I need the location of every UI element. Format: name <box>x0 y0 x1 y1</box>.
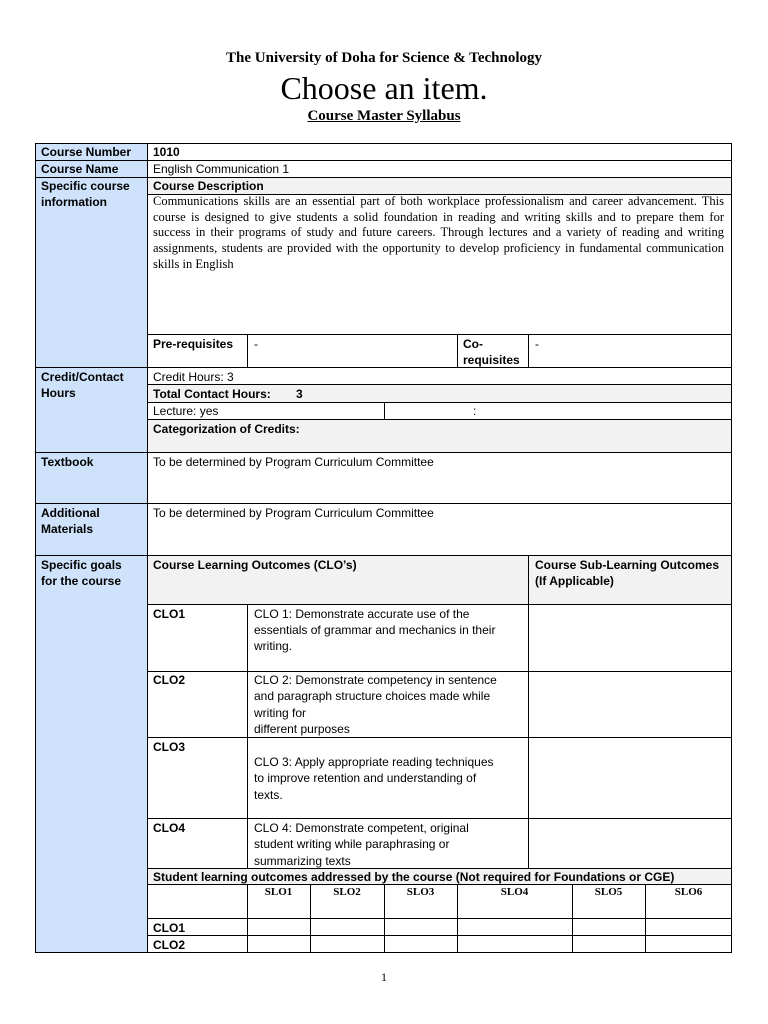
label-specific-goals: Specific goals <box>41 558 122 572</box>
label-course-name: Course Name <box>41 162 119 176</box>
slo-row-label: CLO2 <box>153 938 186 952</box>
total-contact-hours-value[interactable]: 3 <box>296 387 303 401</box>
lab-colon: : <box>473 404 477 418</box>
sub-outcomes-heading-2: (If Applicable) <box>535 574 614 588</box>
slo-table-heading: Student learning outcomes addressed by the course (Not required for Foundations or CGE) <box>153 870 675 884</box>
prerequisites-value[interactable]: - <box>254 337 258 351</box>
clo1-text-line[interactable]: essentials of grammar and mechanics in their <box>254 623 496 637</box>
course-description-heading: Course Description <box>153 179 264 193</box>
course-name-value[interactable]: English Communication 1 <box>153 162 290 176</box>
additional-materials-value[interactable]: To be determined by Program Curriculum Committee <box>153 506 434 520</box>
textbook-value[interactable]: To be determined by Program Curriculum Committee <box>153 455 434 469</box>
clo4-text-line[interactable]: CLO 4: Demonstrate competent, original <box>254 821 469 835</box>
slo-column-header: SLO5 <box>594 886 623 898</box>
clo2-id: CLO2 <box>153 673 186 687</box>
label-additional-materials-2: Materials <box>41 522 94 536</box>
clo4-text-line[interactable]: student writing while paraphrasing or <box>254 837 450 851</box>
clo-heading: Course Learning Outcomes (CLO’s) <box>153 558 357 572</box>
slo-column-header: SLO2 <box>333 886 361 898</box>
slo-column-header: SLO1 <box>264 886 293 898</box>
label-specific-course-info-2: information <box>41 195 107 209</box>
label-credit-contact: Credit/Contact <box>41 370 124 384</box>
clo1-text-line[interactable]: writing. <box>254 639 293 653</box>
university-name: The University of Doha for Science & Technology <box>226 50 542 66</box>
credit-hours[interactable]: Credit Hours: 3 <box>153 370 234 384</box>
document-subtitle: Course Master Syllabus <box>307 108 461 124</box>
clo2-text-line[interactable]: writing for <box>254 706 307 720</box>
slo-column-header: SLO3 <box>406 886 435 898</box>
clo3-text-line[interactable]: texts. <box>254 788 283 802</box>
choose-item-placeholder[interactable]: Choose an item. <box>280 70 488 106</box>
clo2-text-line[interactable]: and paragraph structure choices made while <box>254 689 491 703</box>
sub-outcomes-heading: Course Sub-Learning Outcomes <box>535 558 720 572</box>
label-textbook: Textbook <box>41 455 94 469</box>
course-description-text[interactable]: Communications skills are an essential part of both workplace professionalism and career advancement. This course is designed to give students a solid foundation in reading and writing skills and to prepare them for success in their programs of study and future careers. Through lectures and a variety of reading and writing assignments, students are provided with the opportunity to develop proficiency in fundamental communication skills in English <box>153 194 724 271</box>
clo2-text-line[interactable]: CLO 2: Demonstrate competency in sentence <box>254 673 497 687</box>
clo1-text-line[interactable]: CLO 1: Demonstrate accurate use of the <box>254 607 470 621</box>
label-credit-contact-2: Hours <box>41 386 76 400</box>
course-number-value[interactable]: 1010 <box>153 145 180 159</box>
lecture-value[interactable]: Lecture: yes <box>153 404 219 418</box>
clo3-id: CLO3 <box>153 740 186 754</box>
corequisites-label-2: requisites <box>463 353 520 367</box>
label-course-number: Course Number <box>41 145 132 159</box>
page-number: 1 <box>381 970 387 984</box>
label-specific-goals-2: for the course <box>41 574 122 588</box>
slo-column-header: SLO4 <box>500 886 529 898</box>
slo-row-label: CLO1 <box>153 921 186 935</box>
label-additional-materials: Additional <box>41 506 100 520</box>
prerequisites-label: Pre-requisites <box>153 337 234 351</box>
clo4-id: CLO4 <box>153 821 186 835</box>
slo-column-header: SLO6 <box>674 886 703 898</box>
total-contact-hours-label: Total Contact Hours: <box>153 387 271 401</box>
label-specific-course-info: Specific course <box>41 179 130 193</box>
corequisites-label: Co- <box>463 337 483 351</box>
clo3-text-line[interactable]: CLO 3: Apply appropriate reading techniques <box>254 755 494 769</box>
clo1-id: CLO1 <box>153 607 186 621</box>
clo2-text-line[interactable]: different purposes <box>254 722 350 736</box>
corequisites-value[interactable]: - <box>535 337 539 351</box>
clo3-text-line[interactable]: to improve retention and understanding of <box>254 771 477 785</box>
categorization-label: Categorization of Credits: <box>153 422 300 436</box>
clo4-text-line[interactable]: summarizing texts <box>254 854 351 868</box>
